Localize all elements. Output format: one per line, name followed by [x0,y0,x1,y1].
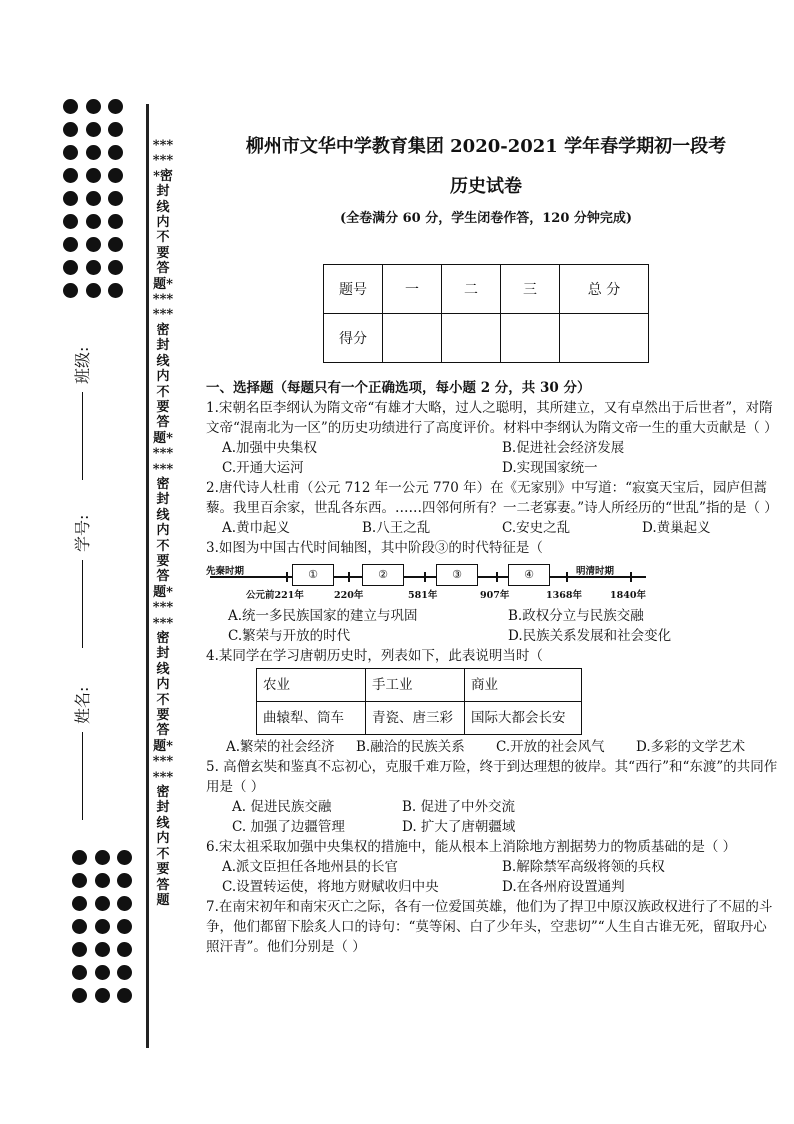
question-6-options [206,857,780,897]
tang-table [256,668,582,735]
option[interactable]: A.加强中央集权 [222,440,318,456]
option[interactable]: D. 扩大了唐朝疆域 [402,819,516,835]
option[interactable]: C.安史之乱 [502,520,571,536]
option[interactable]: D.多彩的文学艺术 [636,739,746,755]
class-field[interactable] [70,347,93,480]
option[interactable]: B.政权分立与民族交融 [508,608,644,624]
question-4-stem: 4.某同学在学习唐朝历史时，列表如下，此表说明当时（ [206,648,543,664]
question-2-options [206,518,780,538]
option[interactable]: A.派文臣担任各地州县的长官 [222,859,399,875]
option[interactable]: C.设置转运使，将地方财赋收归中央 [222,879,439,895]
tang-header-cell: 商业 [465,669,582,702]
class-label: 班级: [73,346,92,384]
timeline-left-label: 先秦时期 [206,566,245,577]
class-blank[interactable] [81,392,83,480]
name-field[interactable] [70,687,93,820]
question-3-stem: 3.如图为中国古代时间轴图，其中阶段③的时代特征是（ [206,540,543,556]
score-header-cell: 二 [442,265,501,314]
exam-title: 柳州市文华中学教育集团 2020-2021 学年春学期初一段考 [245,136,727,157]
option[interactable]: C.繁荣与开放的时代 [228,628,351,644]
student-no-blank[interactable] [81,560,83,648]
timeline-year: 公元前221年 [246,590,304,601]
score-row-label: 得分 [324,314,383,363]
timeline-figure [206,562,646,602]
score-cell[interactable] [383,314,442,363]
option[interactable]: C. 加强了边疆管理 [232,819,345,835]
timeline-year: 1368年 [546,590,582,601]
timeline-stage: ② [362,564,404,586]
timeline-tick [630,572,632,582]
question-1-options [206,438,780,478]
timeline-stage: ① [292,564,334,586]
timeline-tick [496,572,498,582]
score-header-cell: 三 [501,265,560,314]
tang-cell: 曲辕犁、筒车 [257,702,366,735]
option[interactable]: C.开放的社会风气 [496,739,605,755]
timeline-tick [348,572,350,582]
option[interactable]: C.开通大运河 [222,460,304,476]
tang-cell: 青瓷、唐三彩 [366,702,465,735]
option[interactable]: D.民族关系发展和社会变化 [508,628,672,644]
option[interactable]: A. 促进民族交融 [232,799,332,815]
score-cell[interactable] [442,314,501,363]
question-1-stem: 1.宋朝名臣李纲认为隋文帝“有雄才大略，过人之聪明，其所建立，又有卓然出于后世者”，对隋文帝“混南北为一区”的历史功绩进行了高度评价。材料中李纲认为隋文帝一生的重大贡献是（ ） [206,400,778,436]
timeline-year: 581年 [408,590,438,601]
tang-header-cell: 农业 [257,669,366,702]
option[interactable]: A.黄巾起义 [222,520,291,536]
question-6-stem: 6.宋太祖采取加强中央集权的措施中，能从根本上消除地方割据势力的物质基础的是（ ） [206,839,737,855]
option[interactable]: D.实现国家统一 [502,460,598,476]
question-5-stem: 5. 高僧玄奘和鉴真不忘初心，克服千难万险，终于到达理想的彼岸。其“西行”和“东渡”的共同作用是（ ） [206,759,778,795]
name-blank[interactable] [81,732,83,820]
question-2-stem: 2.唐代诗人杜甫（公元 712 年一公元 770 年）在《无家别》中写道：“寂寞天宝后，园庐但蒿藜。我里百余家，世乱各东西。……四邻何所有？一二老寡妻。”诗人所经历的“世乱”指的是（ ） [206,480,778,516]
timeline-right-label: 明清时期 [576,566,615,577]
name-label: 姓名: [73,686,92,724]
timeline-tick [424,572,426,582]
option[interactable]: D.在各州府设置通判 [502,879,625,895]
timeline-stage: ④ [508,564,550,586]
timeline-year: 1840年 [610,590,646,601]
exam-note: (全卷满分 60 分，学生闭卷作答，120 分钟完成) [339,211,633,226]
timeline-stage: ③ [436,564,478,586]
option[interactable]: A.繁荣的社会经济 [226,739,335,755]
tang-cell: 国际大都会长安 [465,702,582,735]
option[interactable]: B. 促进了中外交流 [402,799,516,815]
score-cell[interactable] [560,314,649,363]
question-4-options [206,737,780,757]
option[interactable]: B.解除禁军高级将领的兵权 [502,859,665,875]
timeline-year: 907年 [480,590,510,601]
timeline-tick [286,572,288,582]
score-header-cell: 题号 [324,265,383,314]
score-header-cell: 一 [383,265,442,314]
option[interactable]: A.统一多民族国家的建立与巩固 [228,608,418,624]
option[interactable]: B.促进社会经济发展 [502,440,625,456]
timeline-year: 220年 [334,590,364,601]
exam-subtitle: 历史试卷 [450,176,522,197]
student-no-label: 学号: [73,514,92,552]
seal-line-text: *******密封线内不要答题*******密封线内不要答题*******密封线内不要答题*******密封线内不要答题*******密封线内不要答题 [152,138,174,908]
tang-header-cell: 手工业 [366,669,465,702]
section-heading: 一、选择题（每题只有一个正确选项，每小题 2 分，共 30 分） [206,380,591,396]
option[interactable]: B.八王之乱 [362,520,431,536]
questions [206,378,780,957]
question-7-stem: 7.在南宋初年和南宋灭亡之际，各有一位爱国英雄，他们为了捍卫中原汉族政权进行了不屈的斗争，他们都留下脍炙人口的诗句：“莫等闲、白了少年头，空悲切”“人生自古谁无死，留取丹心照汗青”。他们分别是（ ） [206,899,773,955]
binding-line [146,104,149,1048]
score-table [323,264,649,363]
score-cell[interactable] [501,314,560,363]
question-3-options [206,606,780,646]
option[interactable]: B.融洽的民族关系 [356,739,465,755]
option[interactable]: D.黄巢起义 [642,520,711,536]
student-no-field[interactable] [70,515,93,648]
score-header-cell: 总 分 [560,265,649,314]
question-5-options [206,797,780,837]
timeline-tick [566,572,568,582]
